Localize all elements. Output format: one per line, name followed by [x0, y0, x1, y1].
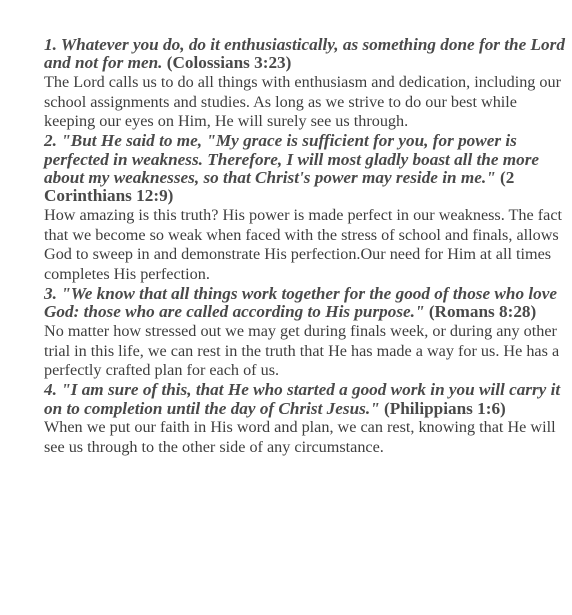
verse-entry-4 [44, 381, 566, 457]
verse-heading [44, 285, 566, 322]
verse-commentary: The Lord calls us to do all things with enthusiasm and dedication, including our school assignments and studies. As long as we strive to do our best while keeping our eyes on Him, He will surely see us through. [44, 72, 562, 131]
verse-entry-3 [44, 285, 566, 381]
verse-heading [44, 36, 566, 73]
verse-commentary: No matter how stressed out we may get during finals week, or during any other trial in this life, we can rest in the truth that He has made a way for us. He has a perfectly crafted plan for each of us. [44, 321, 560, 380]
verse-quote: 1. Whatever you do, do it enthusiastically, as something done for the Lord and not for men. [44, 35, 565, 73]
document-body [44, 36, 566, 458]
verse-reference: (2 Corinthians 12:9) [44, 168, 515, 206]
verse-commentary: When we put our faith in His word and plan, we can rest, knowing that He will see us through to the other side of any circumstance. [44, 418, 556, 456]
verse-reference: (Philippians 1:6) [383, 398, 506, 418]
verse-entry-1 [44, 36, 566, 132]
verse-entry-2 [44, 132, 566, 285]
verse-quote: 4. "I am sure of this, that He who started a good work in you will carry it on to completion until the day of Christ Jesus." [44, 380, 561, 418]
verse-reference: (Colossians 3:23) [166, 53, 292, 73]
verse-commentary: How amazing is this truth? His power is made perfect in our weakness. The fact that we become so weak when faced with the stress of school and finals, allows God to sweep in and demonstrate His perfection.Our need for Him at all times completes His perfection. [44, 205, 562, 284]
verse-reference: (Romans 8:28) [428, 302, 537, 322]
verse-heading [44, 132, 566, 206]
verse-heading [44, 381, 566, 418]
verse-quote: 2. "But He said to me, "My grace is sufficient for you, for power is perfected in weakness. Therefore, I will most gladly boast all the more about my weaknesses, so that Christ's power may reside in me." [44, 131, 540, 188]
verse-quote: 3. "We know that all things work together for the good of those who love God: those who are called according to His purpose." [44, 284, 557, 322]
